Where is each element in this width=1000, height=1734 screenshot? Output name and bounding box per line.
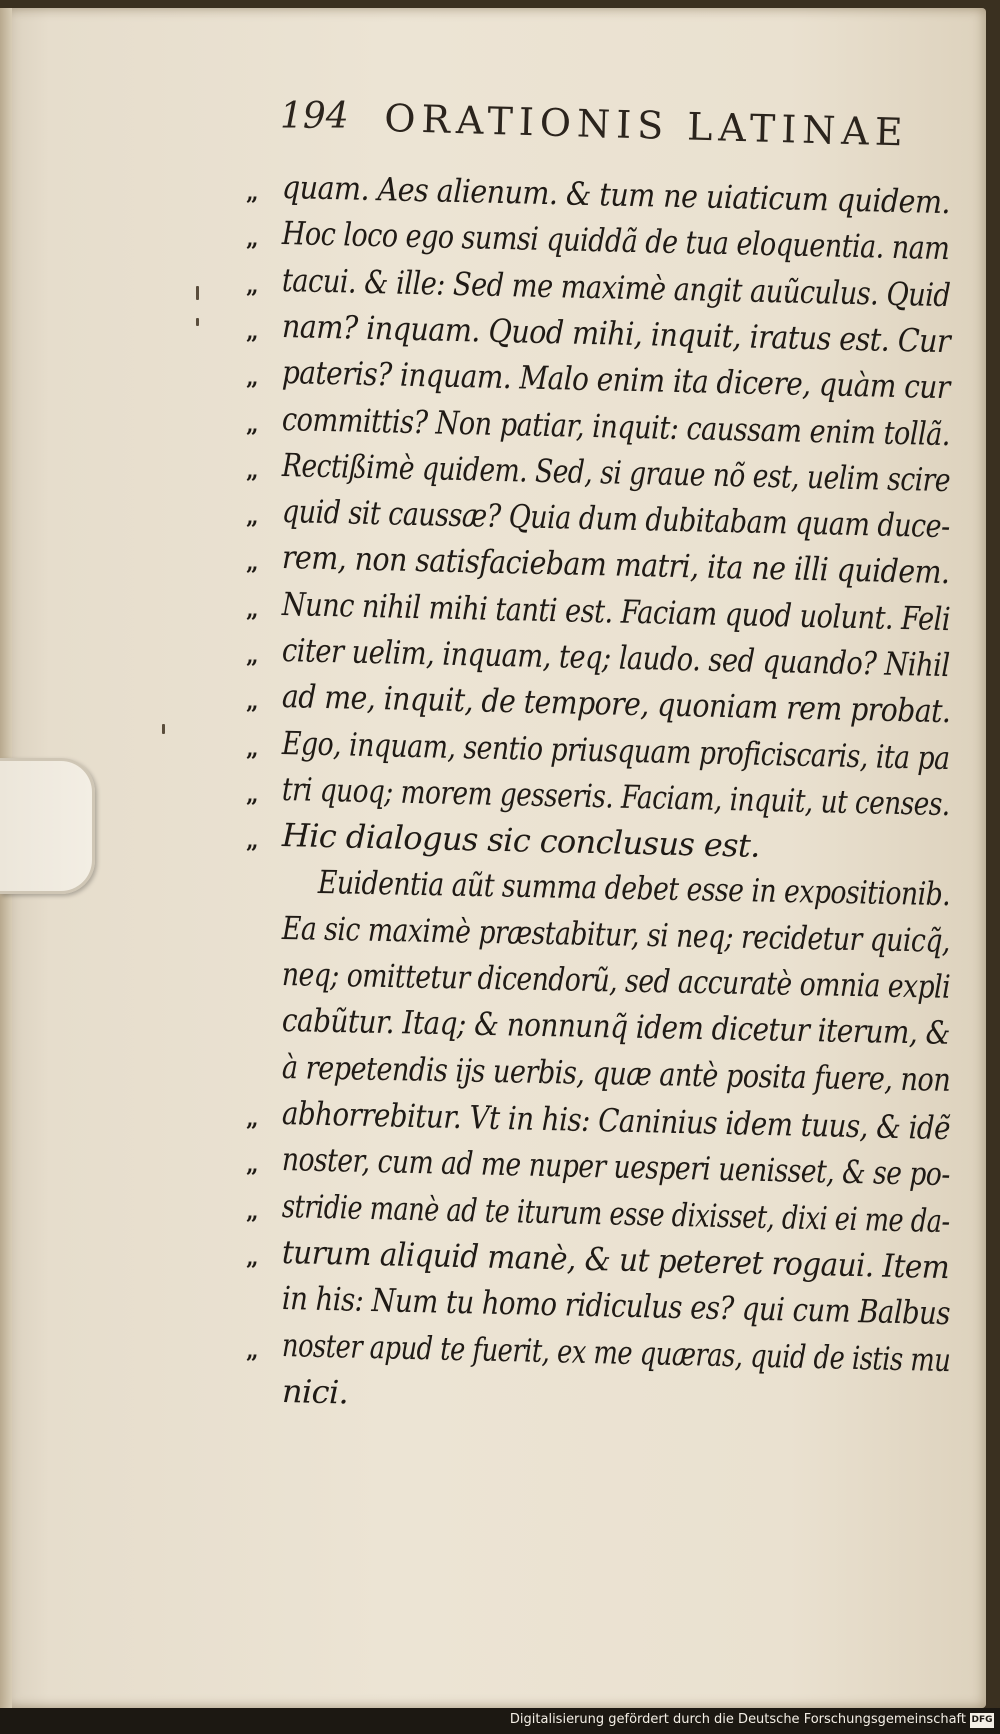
line-text: Hoc loco ego sumsi quiddã de tua eloquentia. nam <box>281 214 950 268</box>
quote-mark: „ <box>246 457 257 484</box>
quote-mark: „ <box>246 596 257 623</box>
dfg-logo-icon: DFG <box>970 1713 994 1728</box>
quote-mark: „ <box>246 1106 257 1132</box>
quote-mark: „ <box>246 643 257 669</box>
line-text: quid sit caussæ? Quia dum dubitabam quam duce- <box>281 492 951 546</box>
text-line <box>0 955 1000 1006</box>
line-text: pateris? inquam. Malo enim ita dicere, quàm cur <box>281 353 951 407</box>
text-line <box>0 538 1000 592</box>
text-line <box>0 677 1000 731</box>
quote-mark: „ <box>246 735 257 762</box>
text-line <box>0 1325 1000 1379</box>
line-text: stridie manè ad te iturum esse dixisset, dixi ei me da- <box>281 1186 951 1240</box>
text-line <box>0 1232 1000 1287</box>
line-text: noster apud te fuerit, ex me quæras, quid de istis mu <box>281 1325 951 1379</box>
page-number: 194 <box>280 96 349 137</box>
line-text: Hic dialogus sic conclusus est. <box>281 816 761 866</box>
quote-mark: „ <box>246 1244 257 1271</box>
line-text: quam. Aes alienum. & tum ne uiaticum quidem. <box>281 168 951 222</box>
text-line <box>0 1001 1000 1053</box>
text-line <box>0 445 1000 499</box>
quote-mark: „ <box>246 1337 257 1364</box>
quote-mark: „ <box>246 781 257 808</box>
quote-mark: „ <box>246 1152 257 1179</box>
text-line <box>0 214 1000 268</box>
text-line <box>0 769 1000 824</box>
line-text: Rectißimè quidem. Sed, si graue nõ est, uelim scire <box>281 445 951 499</box>
line-text: tacui. & ille: Sed me maximè angit auũculus. Quid <box>281 260 951 314</box>
line-text: Nunc nihil mihi tanti est. Faciam quod uolunt. Feli <box>281 584 951 638</box>
quote-mark: „ <box>246 550 257 577</box>
text-line <box>0 168 1000 222</box>
text-line <box>0 816 1000 866</box>
text-line <box>0 1140 1000 1194</box>
line-text: noster, cum ad me nuper uesperi uenisset, & se po- <box>281 1140 951 1194</box>
footer-credit: Digitalisierung gefördert durch die Deutsche Forschungsgemeinschaft <box>509 1712 966 1727</box>
text-line <box>0 723 1000 777</box>
text-line <box>0 1094 1000 1148</box>
line-text: neq; omittetur dicendorũ, sed accuratè omnia expli <box>281 955 951 1006</box>
line-text: nam? inquam. Quod mihi, inquit, iratus est. Cur <box>281 306 951 361</box>
quote-mark: „ <box>246 1198 257 1225</box>
line-text: Euidentia aũt summa debet esse in expositionib. <box>317 862 951 913</box>
text-line <box>0 1047 1000 1099</box>
line-text: ad me, inquit, de tempore, quoniam rem probat. <box>281 677 951 731</box>
quote-mark: „ <box>246 504 257 531</box>
text-line <box>0 260 1000 314</box>
quote-mark: „ <box>246 689 257 716</box>
line-text: rem, non satisfaciebam matri, ita ne illi quidem. <box>281 538 950 592</box>
text-line <box>0 908 1000 960</box>
quote-mark: „ <box>246 272 257 299</box>
text-line <box>0 584 1000 638</box>
text-line <box>0 1372 1000 1414</box>
text-line <box>0 1186 1000 1240</box>
text-line <box>0 631 1000 685</box>
text-line <box>0 492 1000 546</box>
quote-mark: „ <box>246 411 257 438</box>
quote-mark: „ <box>246 365 257 392</box>
line-text: turum aliquid manè, & ut peteret rogaui. Item <box>281 1232 950 1287</box>
quote-mark: „ <box>246 828 257 855</box>
line-text: à repetendis ijs uerbis, quæ antè posita fuere, non <box>281 1047 951 1099</box>
text-line <box>0 862 1000 913</box>
text-line <box>0 1279 1000 1333</box>
running-head: ORATIONIS LATINAE <box>383 96 910 155</box>
line-text: citer uelim, inquam, teq; laudo. sed quando? Nihil <box>281 631 950 685</box>
line-text: abhorrebitur. Vt in his: Caninius idem tuus, & idẽ <box>281 1094 951 1148</box>
line-text: nici. <box>281 1371 349 1412</box>
line-text: Ea sic maximè præstabitur, si neq; recidetur quicq̃, <box>281 908 951 960</box>
quote-mark: „ <box>246 226 257 253</box>
quote-mark: „ <box>246 318 257 345</box>
line-text: in his: Num tu homo ridiculus es? qui cum Balbus <box>281 1279 951 1333</box>
line-text: tri quoq; morem gesseris. Faciam, inquit, ut censes. <box>281 769 951 824</box>
footer-bar <box>0 1708 1000 1734</box>
line-text: cabũtur. Itaq; & nonnunq̃ idem dicetur iterum, & <box>281 1001 951 1053</box>
text-line <box>0 353 1000 407</box>
quote-mark: „ <box>246 180 257 206</box>
line-text: committis? Non patiar, inquit: caussam enim tollã. <box>281 399 951 453</box>
text-line <box>0 306 1000 361</box>
line-text: Ego, inquam, sentio priusquam proficiscaris, ita pa <box>281 723 951 777</box>
text-line <box>0 399 1000 453</box>
